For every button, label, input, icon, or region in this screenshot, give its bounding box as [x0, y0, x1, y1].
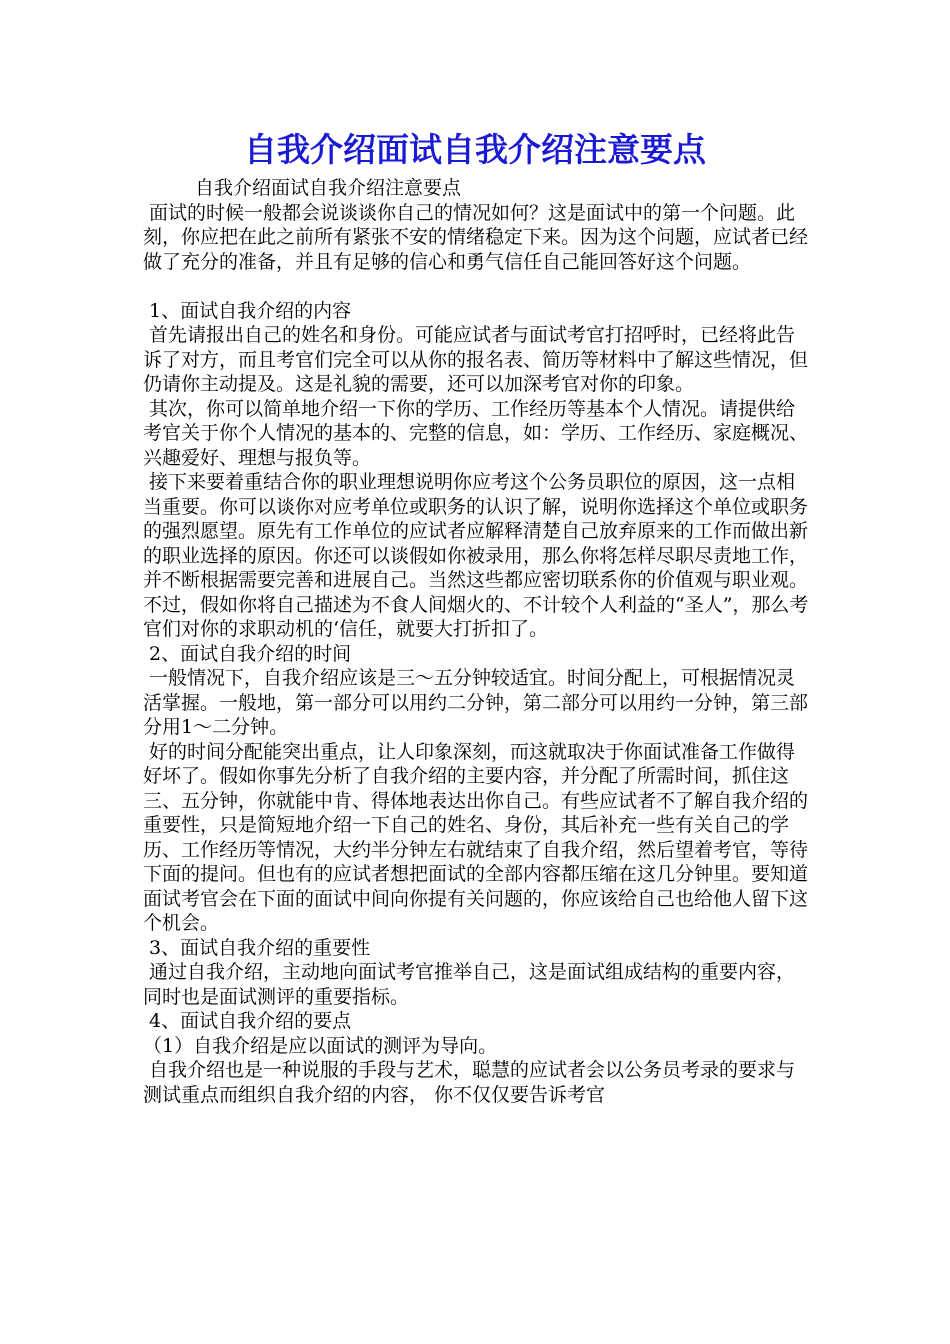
paragraph-persuasion: 自我介绍也是一种说服的手段与艺术，聪慧的应试者会以公务员考录的要求与测试重点而组织自我介绍的内容， 你不仅仅要告诉考官	[143, 1059, 796, 1106]
blank-line	[143, 274, 813, 299]
section-heading-2: 2、面试自我介绍的时间	[149, 642, 352, 665]
paragraph-content-background: 其次，你可以简单地介绍一下你的学历、工作经历等基本个人情况。请提供给考官关于你个人情况的基本的、完整的信息，如：学历、工作经历、家庭概况、兴趣爱好、理想与报负等。	[143, 397, 809, 469]
document-title: 自我介绍面试自我介绍注意要点	[244, 130, 706, 169]
document-body	[143, 176, 813, 1107]
section-heading-3: 3、面试自我介绍的重要性	[149, 936, 371, 959]
paragraph-content-motivation: 接下来要着重结合你的职业理想说明你应考这个公务员职位的原因，这一点相当重要。你可以谈你对应考单位或职务的认识了解，说明你选择这个单位或职务的强烈愿望。原先有工作单位的应试者应解释清楚自己放弃原来的工作而做出新的职业选择的原因。你还可以谈假如你被录用，那么你将怎样尽职尽责地工作，并不断根据需要完善和进展自己。当然这些都应密切联系你的价值观与职业观。不过，假如你将自己描述为不食人间烟火的、不计较个人利益的“圣人”，那么考官们对你的求职动机的‘信任，就要大打折扣了。	[143, 471, 809, 640]
paragraph-intro: 面试的时候一般都会说谈谈你自己的情况如何？这是面试中的第一个问题。此刻，你应把在此之前所有紧张不安的情绪稳定下来。因为这个问题，应试者已经做了充分的准备，并且有足够的信心和勇气信任自己能回答好这个问题。	[143, 201, 809, 273]
document-subtitle: 自我介绍面试自我介绍注意要点	[195, 177, 462, 199]
paragraph-importance: 通过自我介绍，主动地向面试考官推举自己，这是面试组成结构的重要内容，同时也是面试测评的重要指标。	[143, 961, 796, 1008]
paragraph-content-name: 首先请报出自己的姓名和身份。可能应试者与面试考官打招呼时，已经将此告诉了对方，而且考官们完全可以从你的报名表、简历等材料中了解这些情况，但仍请你主动提及。这是礼貌的需要，还可以加深考官对你的印象。	[143, 324, 809, 395]
paragraph-time-emphasis: 好的时间分配能突出重点，让人印象深刻，而这就取决于你面试准备工作做得好坏了。假如你事先分析了自我介绍的主要内容，并分配了所需时间，抓住这三、五分钟，你就能中肯、得体地表达出你自己。有些应试者不了解自我介绍的重要性，只是简短地介绍一下自己的姓名、身份，其后补充一些有关自己的学历、工作经历等情况，大约半分钟左右就结束了自我介绍，然后望着考官，等待下面的提问。但也有的应试者想把面试的全部内容都压缩在这几分钟里。要知道面试考官会在下面的面试中间向你提有关问题的，你应该给自己也给他人留下这个机会。	[143, 740, 809, 934]
section-heading-4: 4、面试自我介绍的要点	[149, 1010, 352, 1032]
paragraph-time-allocation: 一般情况下，自我介绍应该是三～五分钟较适宜。时间分配上，可根据情况灵活掌握。一般地，第一部分可以用约二分钟，第二部分可以用约一分钟，第三部分用1～二分钟。	[143, 667, 809, 738]
section-heading-1: 1、面试自我介绍的内容	[149, 299, 352, 322]
subsection-heading-1: （1）自我介绍是应以面试的测评为导向。	[143, 1034, 498, 1057]
